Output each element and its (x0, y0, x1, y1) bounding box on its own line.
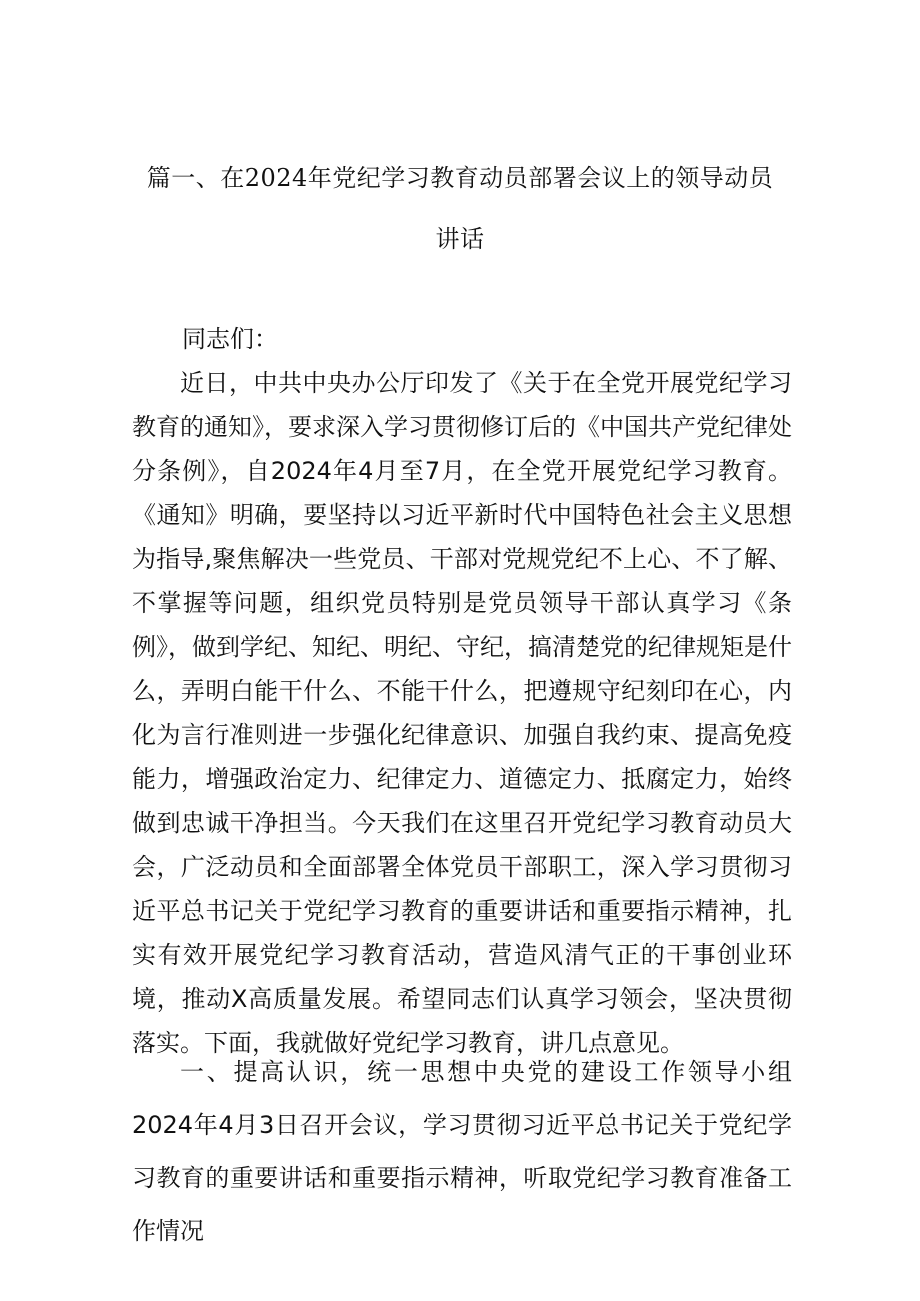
document-title-line1: 篇一、在2024年党纪学习教育动员部署会议上的领导动员 (146, 164, 774, 192)
salutation: 同志们： (182, 325, 278, 353)
body-paragraph-1: 近日，中共中央办公厅印发了《关于在全党开展党纪学习教育的通知》，要求深入学习贯彻修订后的《中国共产党纪律处分条例》，自2024年4月至7月，在全党开展党纪学习教育。《通知》明确，要坚持以习近平新时代中国特色社会主义思想为指导,聚焦解决一些党员、干部对党规党纪不上心、不了解、不掌握等问题，组织党员特别是党员领导干部认真学习《条例》，做到学纪、知纪、明纪、守纪，搞清楚党的纪律规矩是什么，弄明白能干什么、不能干什么，把遵规守纪刻印在心，内化为言行准则进一步强化纪律意识、加强自我约束、提高免疫能力，增强政治定力、纪律定力、道德定力、抵腐定力，始终做到忠诚干净担当。今天我们在这里召开党纪学习教育动员大会，广泛动员和全面部署全体党员干部职工，深入学习贯彻习近平总书记关于党纪学习教育的重要讲话和重要指示精神，扎实有效开展党纪学习教育活动，营造风清气正的干事创业环境，推动X高质量发展。希望同志们认真学习领会，坚决贯彻落实。下面，我就做好党纪学习教育，讲几点意见。 (132, 369, 792, 1057)
body-paragraph-2: 一、提高认识，统一思想中央党的建设工作领导小组2024年4月3日召开会议，学习贯彻习近平总书记关于党纪学习教育的重要讲话和重要指示精神，听取党纪学习教育准备工作情况 (132, 1058, 792, 1245)
document-title-line2: 讲话 (435, 225, 485, 253)
